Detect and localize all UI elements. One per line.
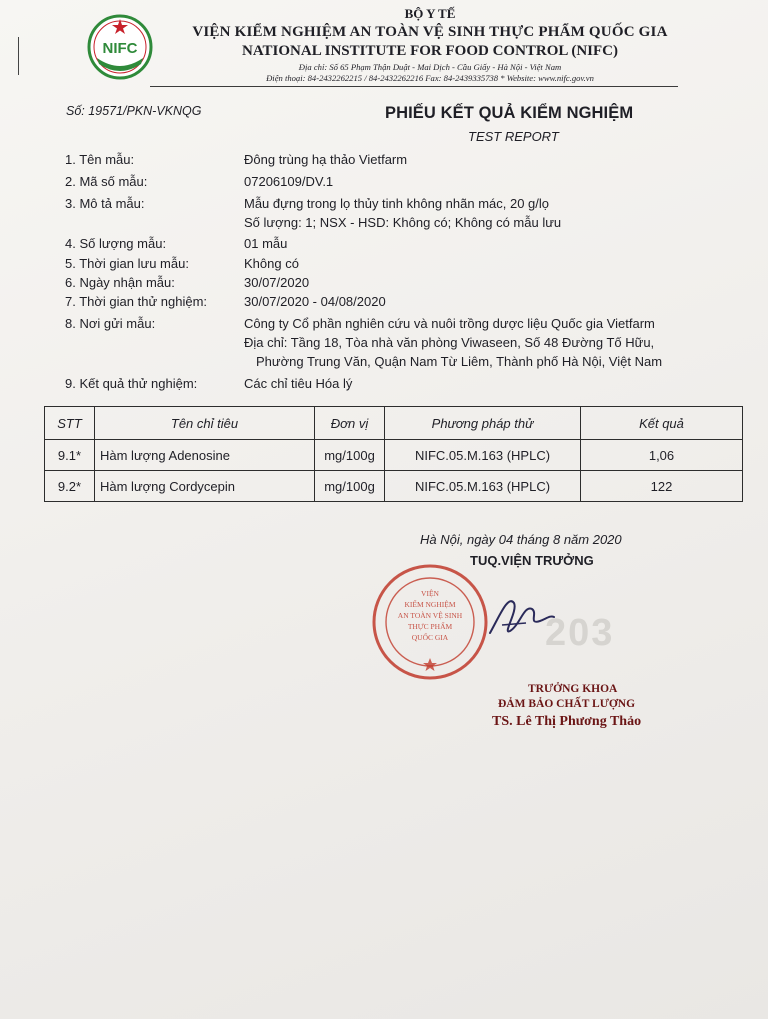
header-indicator: Tên chỉ tiêu (95, 407, 315, 440)
institute-name-en: NATIONAL INSTITUTE FOR FOOD CONTROL (NIFC) (241, 43, 619, 59)
header-unit: Đơn vị (315, 407, 385, 440)
report-title: PHIẾU KẾT QUẢ KIỂM NGHIỆM (385, 104, 634, 122)
field-value-test-result: Các chỉ tiêu Hóa lý (244, 376, 353, 391)
field-value-sender-line-2: Địa chỉ: Tầng 18, Tòa nhà văn phòng Viwaseen, Số 48 Đường Tố Hữu, (244, 335, 655, 350)
field-label-sample-code: 2. Mã số mẫu: (65, 174, 148, 189)
table-row (45, 440, 743, 471)
field-label-received-date: 6. Ngày nhận mẫu: (65, 275, 175, 290)
field-label-description: 3. Mô tả mẫu: (65, 196, 145, 211)
field-value-storage-time: Không có (244, 256, 299, 271)
cell-stt: 9.2* (45, 471, 95, 502)
logo-text: NIFC (102, 40, 138, 57)
svg-text:QUỐC GIA: QUỐC GIA (411, 633, 449, 642)
institute-contact: Điện thoại: 84-2432262215 / 84-2432262216 Fax: 84-2439335738 * Website: www.nifc.gov.vn (266, 73, 594, 83)
institute-address: Địa chỉ: Số 65 Phạm Thận Duật - Mai Dịch - Cầu Giấy - Hà Nội - Việt Nam (298, 62, 562, 72)
cell-method: NIFC.05.M.163 (HPLC) (385, 471, 581, 502)
field-value-description-line-1: Mẫu đựng trong lọ thủy tinh không nhãn mác, 20 g/lọ (244, 196, 550, 211)
cell-indicator: Hàm lượng Adenosine (95, 440, 315, 471)
cell-unit: mg/100g (315, 440, 385, 471)
cell-method: NIFC.05.M.163 (HPLC) (385, 440, 581, 471)
svg-text:THỰC PHẨM: THỰC PHẨM (407, 622, 453, 631)
field-label-sample-name: 1. Tên mẫu: (65, 152, 135, 167)
signing-authority: TUQ.VIỆN TRƯỞNG (470, 553, 594, 568)
official-stamp (370, 562, 490, 682)
cell-stt: 9.1* (45, 440, 95, 471)
cell-result: 122 (581, 471, 743, 502)
nifc-logo (87, 14, 153, 80)
institute-name-vn: VIỆN KIỂM NGHIỆM AN TOÀN VỆ SINH THỰC PHẨM QUỐC GIA (192, 24, 668, 40)
field-label-sender: 8. Nơi gửi mẫu: (65, 316, 156, 331)
field-value-sample-name: Đông trùng hạ thảo Vietfarm (244, 152, 408, 167)
field-value-quantity: 01 mẫu (244, 236, 288, 251)
signing-place-date: Hà Nội, ngày 04 tháng 8 năm 2020 (420, 532, 622, 547)
results-table (44, 406, 743, 502)
signer-title-line-2: ĐẢM BẢO CHẤT LƯỢNG (498, 698, 636, 710)
field-value-sample-code: 07206109/DV.1 (244, 174, 334, 189)
field-value-description-line-2: Số lượng: 1; NSX - HSD: Không có; Không có mẫu lưu (244, 215, 562, 230)
field-label-test-period: 7. Thời gian thử nghiệm: (65, 294, 208, 309)
svg-text:VIỆN: VIỆN (421, 589, 439, 598)
header-divider (150, 86, 678, 87)
field-label-test-result: 9. Kết quả thử nghiệm: (65, 376, 198, 391)
header-stt: STT (45, 407, 95, 440)
cell-unit: mg/100g (315, 471, 385, 502)
field-label-storage-time: 5. Thời gian lưu mẫu: (65, 256, 189, 271)
cell-result: 1,06 (581, 440, 743, 471)
field-value-sender-line-1: Công ty Cổ phần nghiên cứu và nuôi trồng dược liệu Quốc gia Vietfarm (244, 316, 655, 331)
svg-text:AN TOÀN VỆ SINH: AN TOÀN VỆ SINH (397, 611, 463, 620)
background-watermark: 203 (545, 612, 615, 654)
report-number: Số: 19571/PKN-VKNQG (66, 104, 202, 118)
margin-mark (18, 37, 19, 75)
signer-name: TS. Lê Thị Phương Thảo (492, 714, 642, 729)
table-header-row (45, 407, 743, 440)
header-result: Kết quả (581, 407, 743, 440)
table-row (45, 471, 743, 502)
cell-indicator: Hàm lượng Cordycepin (95, 471, 315, 502)
svg-text:KIỂM NGHIỆM: KIỂM NGHIỆM (404, 600, 456, 609)
signer-title-line-1: TRƯỞNG KHOA (528, 683, 618, 695)
ministry-name: BỘ Y TẾ (404, 6, 456, 21)
field-value-received-date: 30/07/2020 (244, 275, 310, 290)
report-title-en: TEST REPORT (468, 129, 559, 144)
field-value-test-period: 30/07/2020 - 04/08/2020 (244, 294, 386, 309)
header-method: Phương pháp thử (385, 407, 581, 440)
handwritten-signature (480, 585, 560, 645)
field-value-sender-line-3: Phường Trung Văn, Quận Nam Từ Liêm, Thành phố Hà Nội, Việt Nam (256, 354, 663, 369)
field-label-quantity: 4. Số lượng mẫu: (65, 236, 167, 251)
